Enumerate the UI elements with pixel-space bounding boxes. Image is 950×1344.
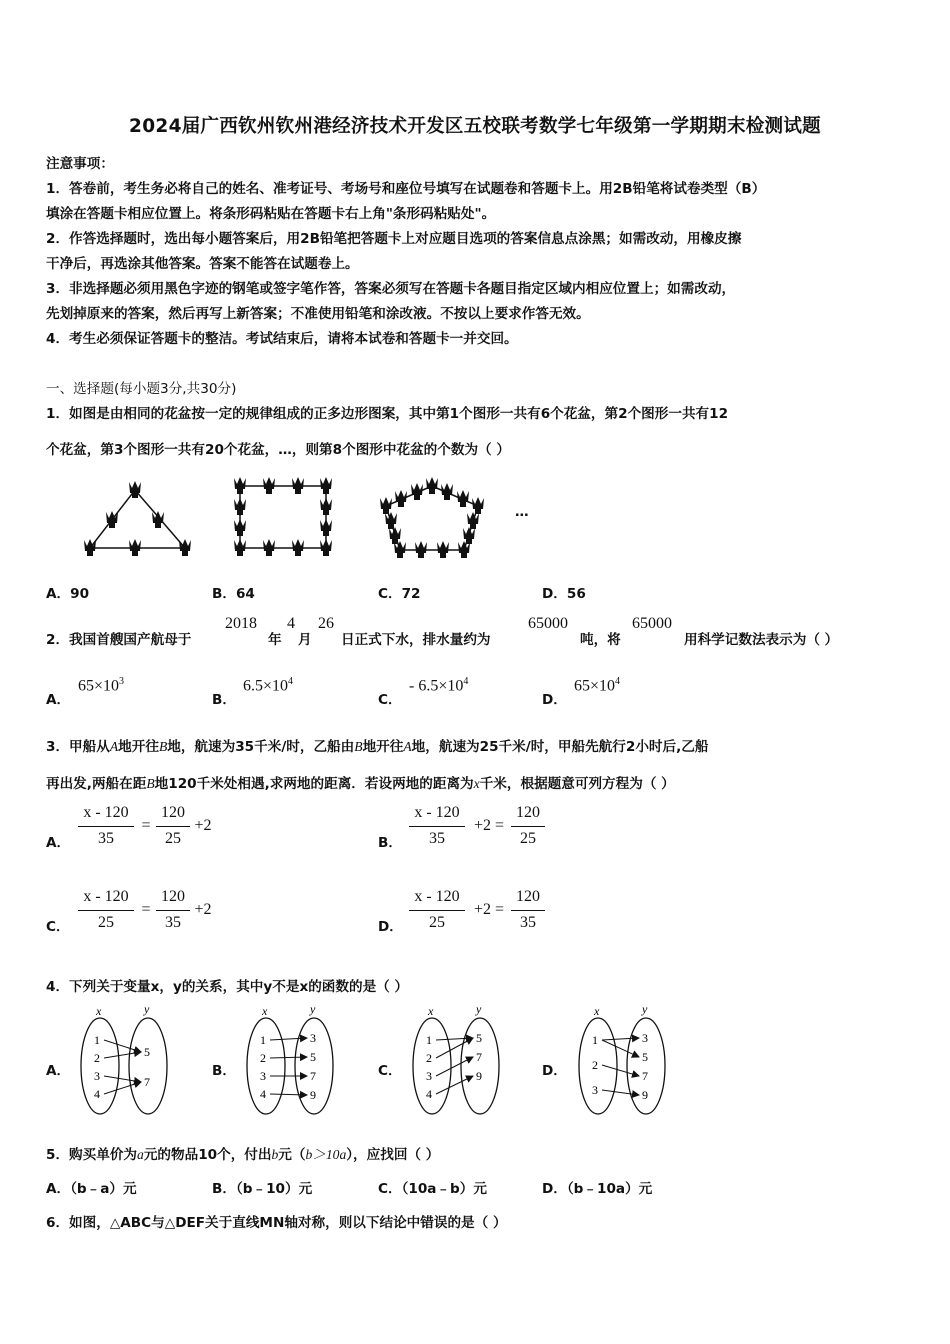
mapping-arrow — [602, 1065, 639, 1076]
domain-value: 2 — [94, 1051, 100, 1065]
q3-option-a-label[interactable]: A． — [46, 835, 71, 851]
operator: +2 — [194, 901, 212, 918]
notice-line: 4．考生必须保证答题卡的整洁。考试结束后，请将本试卷和答题卡一并交回。 — [46, 331, 518, 347]
point-b: B — [158, 739, 168, 754]
fraction-bar — [156, 910, 190, 911]
q2-month: 4 — [287, 615, 295, 632]
flowerpot-figures — [70, 470, 550, 570]
mantissa: 65×10 — [78, 677, 120, 695]
q5-text-part: 5．购买单价为 — [46, 1147, 138, 1163]
q2-value2: 65000 — [632, 615, 672, 632]
domain-value: 1 — [426, 1033, 432, 1047]
q2-option-c-label[interactable]: C． — [378, 692, 402, 708]
q3-text-part: 地，航速为25千米/时，甲船先航行2小时后,乙船 — [411, 739, 709, 755]
notice-line: 2．作答选择题时，选出每小题答案后，用2B铅笔把答题卡上对应题目选项的答案信息点涂黑；如需改动，用橡皮擦 — [46, 231, 742, 247]
domain-value: 2 — [426, 1051, 432, 1065]
range-value: 9 — [476, 1069, 482, 1083]
range-variable-label: y — [310, 1002, 316, 1016]
range-value: 5 — [642, 1050, 648, 1064]
range-variable-label: y — [144, 1002, 150, 1016]
fraction-bar — [78, 826, 134, 827]
domain-value: 3 — [94, 1069, 100, 1083]
q2-option-a-value[interactable] — [78, 676, 124, 695]
domain-value: 4 — [94, 1087, 100, 1101]
q2-value1: 65000 — [528, 615, 568, 632]
q5-text-part: ），应找回（ ） — [346, 1147, 440, 1163]
q3-text-part: 地120千米处相遇,求两地的距离．若设两地的距离为 — [154, 776, 474, 792]
q1-line2: 个花盆，第3个图形一共有20个花盆，…，则第8个图形中花盆的个数为（ ） — [46, 442, 510, 458]
range-variable-label: y — [642, 1002, 648, 1016]
domain-variable-label: x — [262, 1004, 268, 1018]
mantissa: 6.5×10 — [243, 677, 289, 695]
notice-line: 干净后，再选涂其他答案。答案不能答在试题卷上。 — [46, 256, 359, 272]
exponent: 4 — [615, 676, 621, 687]
notice-line: 先划掉原来的答案，然后再写上新答案；不准使用铅笔和涂改液。不按以上要求作答无效。 — [46, 306, 590, 322]
q3-option-c-label[interactable]: C． — [46, 919, 70, 935]
section-heading: 一、选择题(每小题3分,共30分) — [46, 381, 237, 397]
q4-option-d-label[interactable]: D． — [542, 1063, 567, 1079]
notice-heading: 注意事项： — [46, 156, 114, 172]
domain-value: 3 — [260, 1069, 266, 1083]
denominator: 35 — [98, 830, 114, 847]
variable-b: b — [271, 1147, 279, 1162]
q5-text-part: 元的物品10个，付出 — [143, 1147, 272, 1163]
operator: = — [141, 817, 151, 834]
q2-text-part: 吨，将 — [580, 632, 621, 648]
range-variable-label: y — [476, 1002, 482, 1016]
domain-ellipse — [579, 1018, 617, 1114]
range-ellipse — [129, 1018, 167, 1114]
fraction-bar — [511, 826, 545, 827]
mapping-diagrams — [0, 1000, 950, 1125]
domain-variable-label: x — [594, 1004, 600, 1018]
mapping-arrow — [104, 1052, 141, 1058]
q3-option-c-equation[interactable] — [78, 888, 238, 936]
mapping-arrow — [436, 1038, 473, 1058]
q3-line1 — [46, 735, 708, 755]
q2-option-d-value[interactable] — [574, 676, 620, 695]
domain-value: 3 — [592, 1083, 598, 1097]
page-title: 2024届广西钦州钦州港经济技术开发区五校联考数学七年级第一学期期末检测试题 — [129, 116, 821, 137]
q3-option-d-equation[interactable] — [409, 888, 569, 936]
range-value: 5 — [476, 1031, 482, 1045]
figure-2-square — [234, 477, 332, 556]
mapping-arrow — [436, 1076, 473, 1094]
q3-option-b-label[interactable]: B． — [378, 835, 402, 851]
fraction-bar — [78, 910, 134, 911]
denominator: 25 — [520, 830, 536, 847]
q2-text-part: 2．我国首艘国产航母于 — [46, 632, 192, 648]
mapping-arrow — [104, 1040, 141, 1052]
mapping-arrow — [104, 1082, 141, 1094]
q3-text-part: 再出发,两船在距 — [46, 776, 147, 792]
range-value: 7 — [144, 1075, 150, 1089]
q5-text — [46, 1143, 439, 1163]
mapping-arrow — [602, 1090, 639, 1095]
mapping-arrow — [602, 1040, 639, 1057]
domain-variable-label: x — [428, 1004, 434, 1018]
denominator: 25 — [98, 914, 114, 931]
q3-line2 — [46, 772, 675, 792]
point-a: A — [403, 739, 412, 754]
range-value: 7 — [310, 1069, 316, 1083]
q1-option-d[interactable]: D．56 — [542, 586, 586, 602]
fraction-bar — [156, 826, 190, 827]
fraction-bar — [409, 826, 465, 827]
notice-line: 3．非选择题必须用黑色字迹的钢笔或签字笔作答，答案必须写在答题卡各题目指定区域内相应位置上；如需改动， — [46, 281, 736, 297]
figure-3-pentagon — [380, 477, 484, 558]
mapping-arrow — [436, 1057, 473, 1076]
q5-option-b[interactable]: B．（b﹣10）元 — [212, 1181, 313, 1197]
notice-line: 1．答卷前，考生务必将自己的姓名、准考证号、考场号和座位号填写在试题卷和答题卡上。用2B铅笔将试卷类型（B） — [46, 181, 766, 197]
q3-text-part: 地开往 — [118, 739, 159, 755]
q4-text: 4．下列关于变量x，y的关系，其中y不是x的函数的是（ ） — [46, 979, 409, 995]
q1-line1: 1．如图是由相同的花盆按一定的规律组成的正多边形图案，其中第1个图形一共有6个花盆，第2个图形一共有12 — [46, 406, 729, 422]
fraction-bar — [409, 910, 465, 911]
q5-option-a[interactable]: A．（b﹣a）元 — [46, 1181, 137, 1197]
domain-value: 1 — [260, 1033, 266, 1047]
q4-option-c-label[interactable]: C． — [378, 1063, 402, 1079]
point-b: B — [354, 739, 363, 754]
q5-condition: b＞10a — [305, 1147, 347, 1162]
domain-value: 4 — [260, 1087, 266, 1101]
q2-option-d-label[interactable]: D． — [542, 692, 567, 708]
q2-option-b-value[interactable] — [243, 676, 293, 695]
fraction-bar — [511, 910, 545, 911]
range-value: 3 — [642, 1031, 648, 1045]
operator: = — [141, 901, 151, 918]
q3-option-d-label[interactable]: D． — [378, 919, 403, 935]
range-value: 7 — [476, 1050, 482, 1064]
mapping-arrow — [270, 1038, 307, 1040]
domain-ellipse — [413, 1018, 451, 1114]
q4-option-a-label[interactable]: A． — [46, 1063, 71, 1079]
q3-text-part: 地，航速为35千米/时，乙船由 — [167, 739, 355, 755]
exponent: 3 — [119, 676, 125, 687]
domain-value: 1 — [94, 1033, 100, 1047]
variable-x: x — [473, 776, 480, 791]
denominator: 35 — [520, 914, 536, 931]
q2-option-b-label[interactable]: B． — [212, 692, 236, 708]
numerator: x - 120 — [414, 804, 460, 821]
q1-option-a[interactable]: A．90 — [46, 586, 90, 602]
mantissa: - 6.5×10 — [409, 677, 464, 695]
q3-option-b-equation[interactable] — [409, 804, 569, 852]
q2-day: 26 — [318, 615, 334, 632]
domain-value: 1 — [592, 1033, 598, 1047]
q2-text-part: 年 — [268, 632, 282, 648]
mapping-arrow — [436, 1038, 473, 1040]
q5-option-c[interactable]: C．（10a﹣b）元 — [378, 1181, 487, 1197]
mapping-arrow — [270, 1057, 307, 1058]
q1-option-c[interactable]: C．72 — [378, 586, 421, 602]
point-b: B — [146, 776, 155, 791]
q5-text-part: 元（ — [278, 1147, 306, 1163]
numerator: 120 — [161, 804, 185, 821]
numerator: x - 120 — [83, 888, 129, 905]
mapping-arrow — [270, 1094, 307, 1095]
range-value: 5 — [144, 1045, 150, 1059]
denominator: 25 — [165, 830, 181, 847]
numerator: x - 120 — [83, 804, 129, 821]
mapping-arrow — [602, 1038, 639, 1040]
figure-ellipsis: … — [515, 504, 529, 520]
q3-option-a-equation[interactable] — [78, 804, 238, 852]
operator: +2 = — [473, 901, 505, 918]
q2-option-a-label[interactable]: A． — [46, 692, 71, 708]
figure-1-triangle — [84, 481, 191, 556]
q3-text-part: 地开往 — [362, 739, 404, 755]
point-a: A — [109, 739, 119, 754]
q3-text-part: 3．甲船从 — [46, 739, 110, 755]
q4-option-b-label[interactable]: B． — [212, 1063, 236, 1079]
operator: +2 = — [473, 817, 505, 834]
q2-text-part: 月 — [298, 632, 312, 648]
domain-ellipse — [247, 1018, 285, 1114]
domain-ellipse — [81, 1018, 119, 1114]
numerator: 120 — [516, 804, 540, 821]
mantissa: 65×10 — [574, 677, 616, 695]
range-value: 3 — [310, 1031, 316, 1045]
q6-text: 6．如图，△ABC与△DEF关于直线MN轴对称，则以下结论中错误的是（ ） — [46, 1215, 507, 1231]
denominator: 25 — [429, 914, 445, 931]
mapping-arrow — [104, 1076, 141, 1082]
range-value: 9 — [642, 1088, 648, 1102]
q5-option-d[interactable]: D．（b﹣10a）元 — [542, 1181, 653, 1197]
notice-line: 填涂在答题卡相应位置上。将条形码粘贴在答题卡右上角"条形码粘贴处"。 — [46, 206, 496, 222]
domain-value: 2 — [592, 1058, 598, 1072]
domain-value: 3 — [426, 1069, 432, 1083]
q3-text-part: 千米，根据题意可列方程为（ ） — [479, 776, 675, 792]
q1-option-b[interactable]: B．64 — [212, 586, 255, 602]
variable-a: a — [137, 1147, 144, 1162]
exponent: 4 — [288, 676, 294, 687]
denominator: 35 — [429, 830, 445, 847]
numerator: 120 — [161, 888, 185, 905]
q2-option-c-value[interactable] — [409, 676, 468, 695]
q2-text-part: 日正式下水，排水量约为 — [341, 632, 491, 648]
exponent: 4 — [463, 676, 469, 687]
denominator: 35 — [165, 914, 181, 931]
operator: +2 — [194, 817, 212, 834]
range-value: 7 — [642, 1069, 648, 1083]
domain-value: 4 — [426, 1087, 432, 1101]
q2-year: 2018 — [225, 615, 257, 632]
numerator: 120 — [516, 888, 540, 905]
domain-variable-label: x — [96, 1004, 102, 1018]
numerator: x - 120 — [414, 888, 460, 905]
range-value: 5 — [310, 1050, 316, 1064]
range-value: 9 — [310, 1088, 316, 1102]
q2-text-part: 用科学记数法表示为（ ） — [684, 632, 839, 648]
domain-value: 2 — [260, 1051, 266, 1065]
